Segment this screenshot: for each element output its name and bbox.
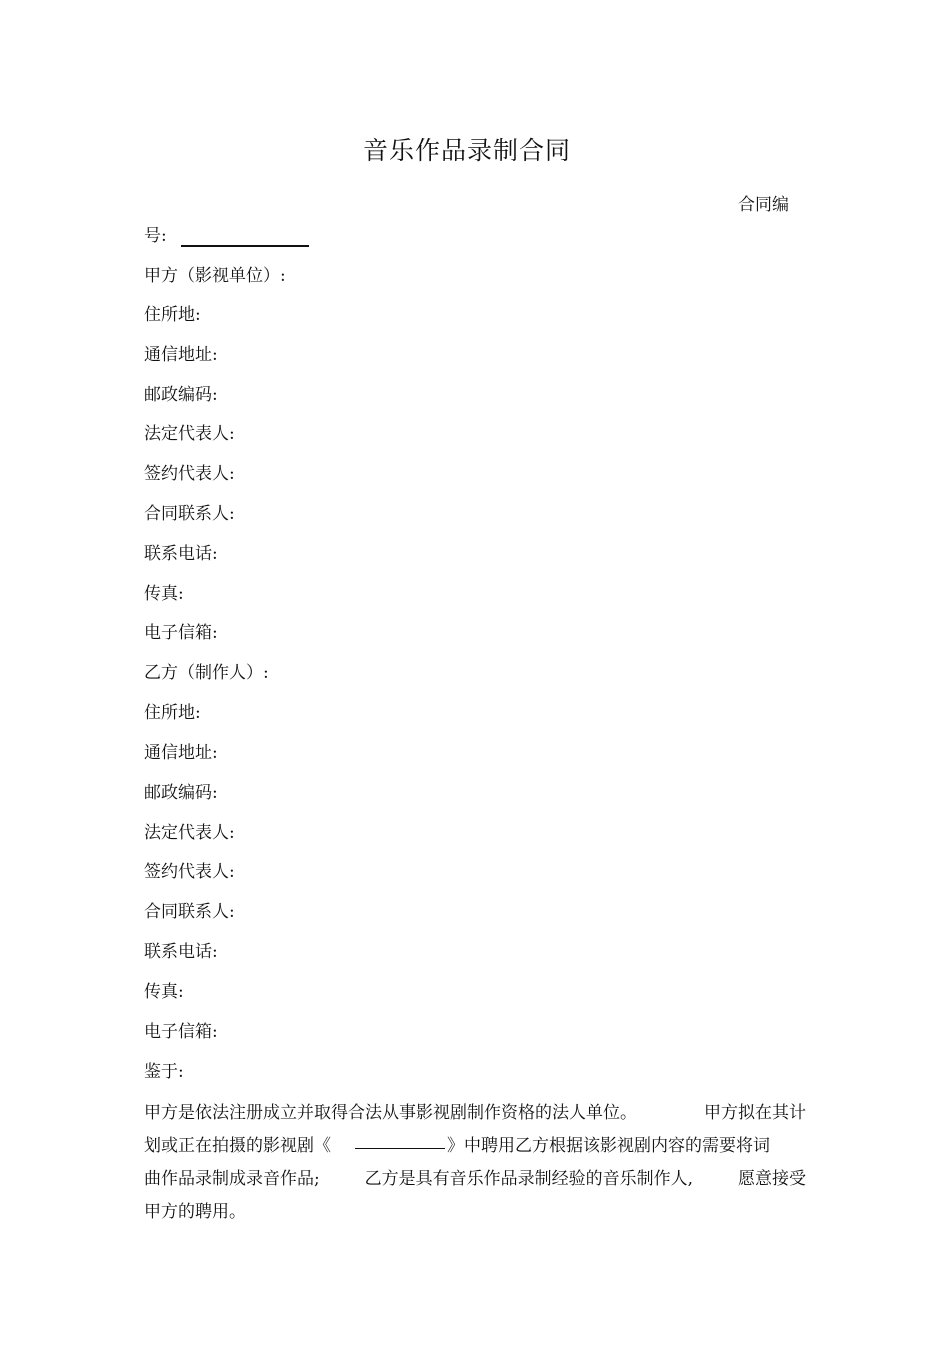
party-a-address: 住所地: (144, 305, 201, 325)
party-a-fax: 传真: (144, 584, 184, 604)
contract-number-label: 合同编 (738, 195, 789, 215)
party-a-heading: 甲方（影视单位）: (144, 266, 286, 286)
document-title: 音乐作品录制合同 (362, 136, 571, 165)
paragraph-line-4 (144, 1196, 806, 1229)
party-b-fax: 传真: (144, 982, 184, 1002)
party-a-contact: 合同联系人: (144, 504, 235, 524)
party-a-mailing-address: 通信地址: (144, 345, 218, 365)
paragraph-line-1 (144, 1097, 806, 1130)
paragraph-line-3-a: 曲作品录制成录音作品; (144, 1169, 320, 1189)
paragraph-line-2 (144, 1130, 806, 1163)
party-b-phone: 联系电话: (144, 942, 218, 962)
party-b-address: 住所地: (144, 703, 201, 723)
contract-number-blank[interactable] (181, 225, 309, 247)
paragraph-line-2-b: 》中聘用乙方根据该影视剧内容的需要将词 (447, 1136, 770, 1156)
contract-number-field (144, 225, 309, 247)
drama-title-blank[interactable] (355, 1130, 445, 1149)
party-b-signing-rep: 签约代表人: (144, 862, 235, 882)
party-a-postal-code: 邮政编码: (144, 385, 218, 405)
paragraph-line-3-c: 愿意接受 (737, 1169, 806, 1189)
party-b-contact: 合同联系人: (144, 902, 235, 922)
party-b-email: 电子信箱: (144, 1022, 218, 1042)
contract-number-label-cont: 号: (144, 226, 167, 246)
party-a-phone: 联系电话: (144, 544, 218, 564)
party-a-signing-rep: 签约代表人: (144, 464, 235, 484)
paragraph-line-3-b: 乙方是具有音乐作品录制经验的音乐制作人, (364, 1169, 694, 1189)
party-b-heading: 乙方（制作人）: (144, 663, 269, 683)
paragraph-line-1-b: 甲方拟在其计 (704, 1103, 806, 1123)
paragraph-line-4-text: 甲方的聘用。 (144, 1202, 246, 1222)
party-a-email: 电子信箱: (144, 623, 218, 643)
paragraph-line-3 (144, 1163, 806, 1196)
whereas-label: 鉴于: (144, 1062, 184, 1082)
paragraph-line-2-a: 划或正在拍摄的影视剧《 (144, 1136, 331, 1156)
party-b-legal-rep: 法定代表人: (144, 823, 235, 843)
party-a-legal-rep: 法定代表人: (144, 424, 235, 444)
whereas-paragraph (144, 1097, 806, 1229)
party-b-postal-code: 邮政编码: (144, 783, 218, 803)
party-b-mailing-address: 通信地址: (144, 743, 218, 763)
paragraph-line-1-a: 甲方是依法注册成立并取得合法从事影视剧制作资格的法人单位。 (144, 1103, 637, 1123)
